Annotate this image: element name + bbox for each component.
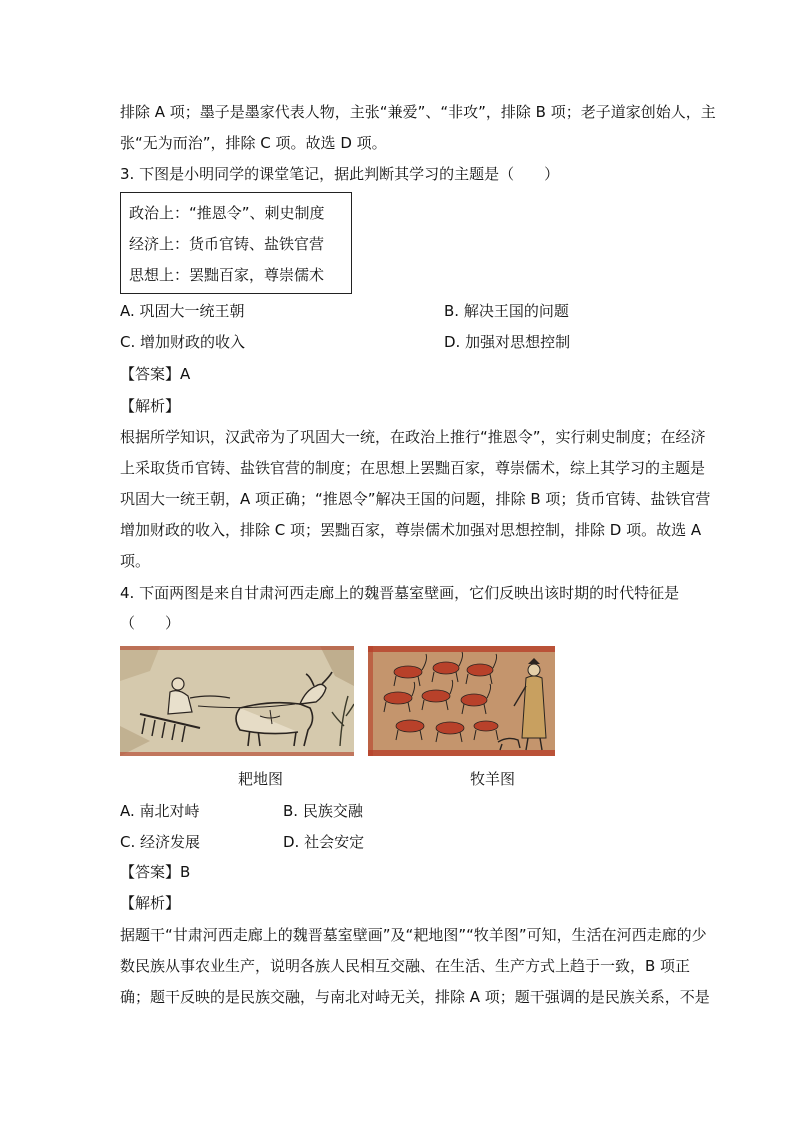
herding-mural-image [368, 646, 555, 756]
q3-stem: 3. 下图是小明同学的课堂笔记，据此判断其学习的主题是（ ） [120, 165, 560, 183]
note-politics: 政治上：“推恩令”、刺史制度 [129, 204, 325, 222]
q4-analysis-line-2: 数民族从事农业生产，说明各族人民相互交融、在生活、生产方式上趋于一致，B 项正 [120, 957, 691, 975]
q3-analysis-line-5: 项。 [120, 552, 151, 570]
q3-answer: 【答案】A [120, 365, 191, 383]
q4-stem-paren: （ ） [120, 614, 181, 632]
q3-analysis-line-3: 巩固大一统王朝，A 项正确；“推恩令”解决王国的问题，排除 B 项；货币官铸、盐铁官营 [120, 490, 711, 508]
q4-option-a: A. 南北对峙 [120, 802, 200, 820]
q4-answer: 【答案】B [120, 863, 191, 881]
class-notes-box [120, 192, 352, 294]
herding-mural-art [368, 646, 555, 756]
q4-analysis-line-3: 确；题干反映的是民族交融，与南北对峙无关，排除 A 项；题干强调的是民族关系，不是 [120, 988, 710, 1006]
intro-line-1: 排除 A 项；墨子是墨家代表人物，主张“兼爱”、“非攻”，排除 B 项；老子道家创始人，主 [120, 103, 716, 121]
q4-stem: 4. 下面两图是来自甘肃河西走廊上的魏晋墓室壁画，它们反映出该时期的时代特征是 [120, 584, 680, 602]
q4-analysis-label: 【解析】 [120, 894, 181, 912]
plowing-mural-image [120, 646, 354, 756]
q4-option-d: D. 社会安定 [283, 833, 365, 851]
caption-plowing: 耙地图 [238, 770, 284, 788]
q4-option-b: B. 民族交融 [283, 802, 363, 820]
q4-analysis-line-1: 据题干“甘肃河西走廊上的魏晋墓室壁画”及“耙地图”“牧羊图”可知，生活在河西走廊的少 [120, 926, 707, 944]
plowing-mural-art [120, 646, 354, 756]
caption-herding: 牧羊图 [470, 770, 516, 788]
intro-line-2: 张“无为而治”，排除 C 项。故选 D 项。 [120, 134, 387, 152]
q3-option-c: C. 增加财政的收入 [120, 333, 246, 351]
q3-option-d: D. 加强对思想控制 [444, 333, 571, 351]
q3-analysis-line-2: 上采取货币官铸、盐铁官营的制度；在思想上罢黜百家，尊崇儒术，综上其学习的主题是 [120, 459, 706, 477]
note-thought: 思想上：罢黜百家，尊崇儒术 [129, 266, 325, 284]
note-economy: 经济上：货币官铸、盐铁官营 [129, 235, 325, 253]
q3-analysis-line-4: 增加财政的收入，排除 C 项；罢黜百家，尊崇儒术加强对思想控制，排除 D 项。故选 A [120, 521, 702, 539]
q4-option-c: C. 经济发展 [120, 833, 201, 851]
q3-analysis-line-1: 根据所学知识，汉武帝为了巩固大一统，在政治上推行“推恩令”，实行刺史制度；在经济 [120, 428, 706, 446]
q3-analysis-label: 【解析】 [120, 397, 181, 415]
q3-option-a: A. 巩固大一统王朝 [120, 302, 245, 320]
q3-option-b: B. 解决王国的问题 [444, 302, 569, 320]
